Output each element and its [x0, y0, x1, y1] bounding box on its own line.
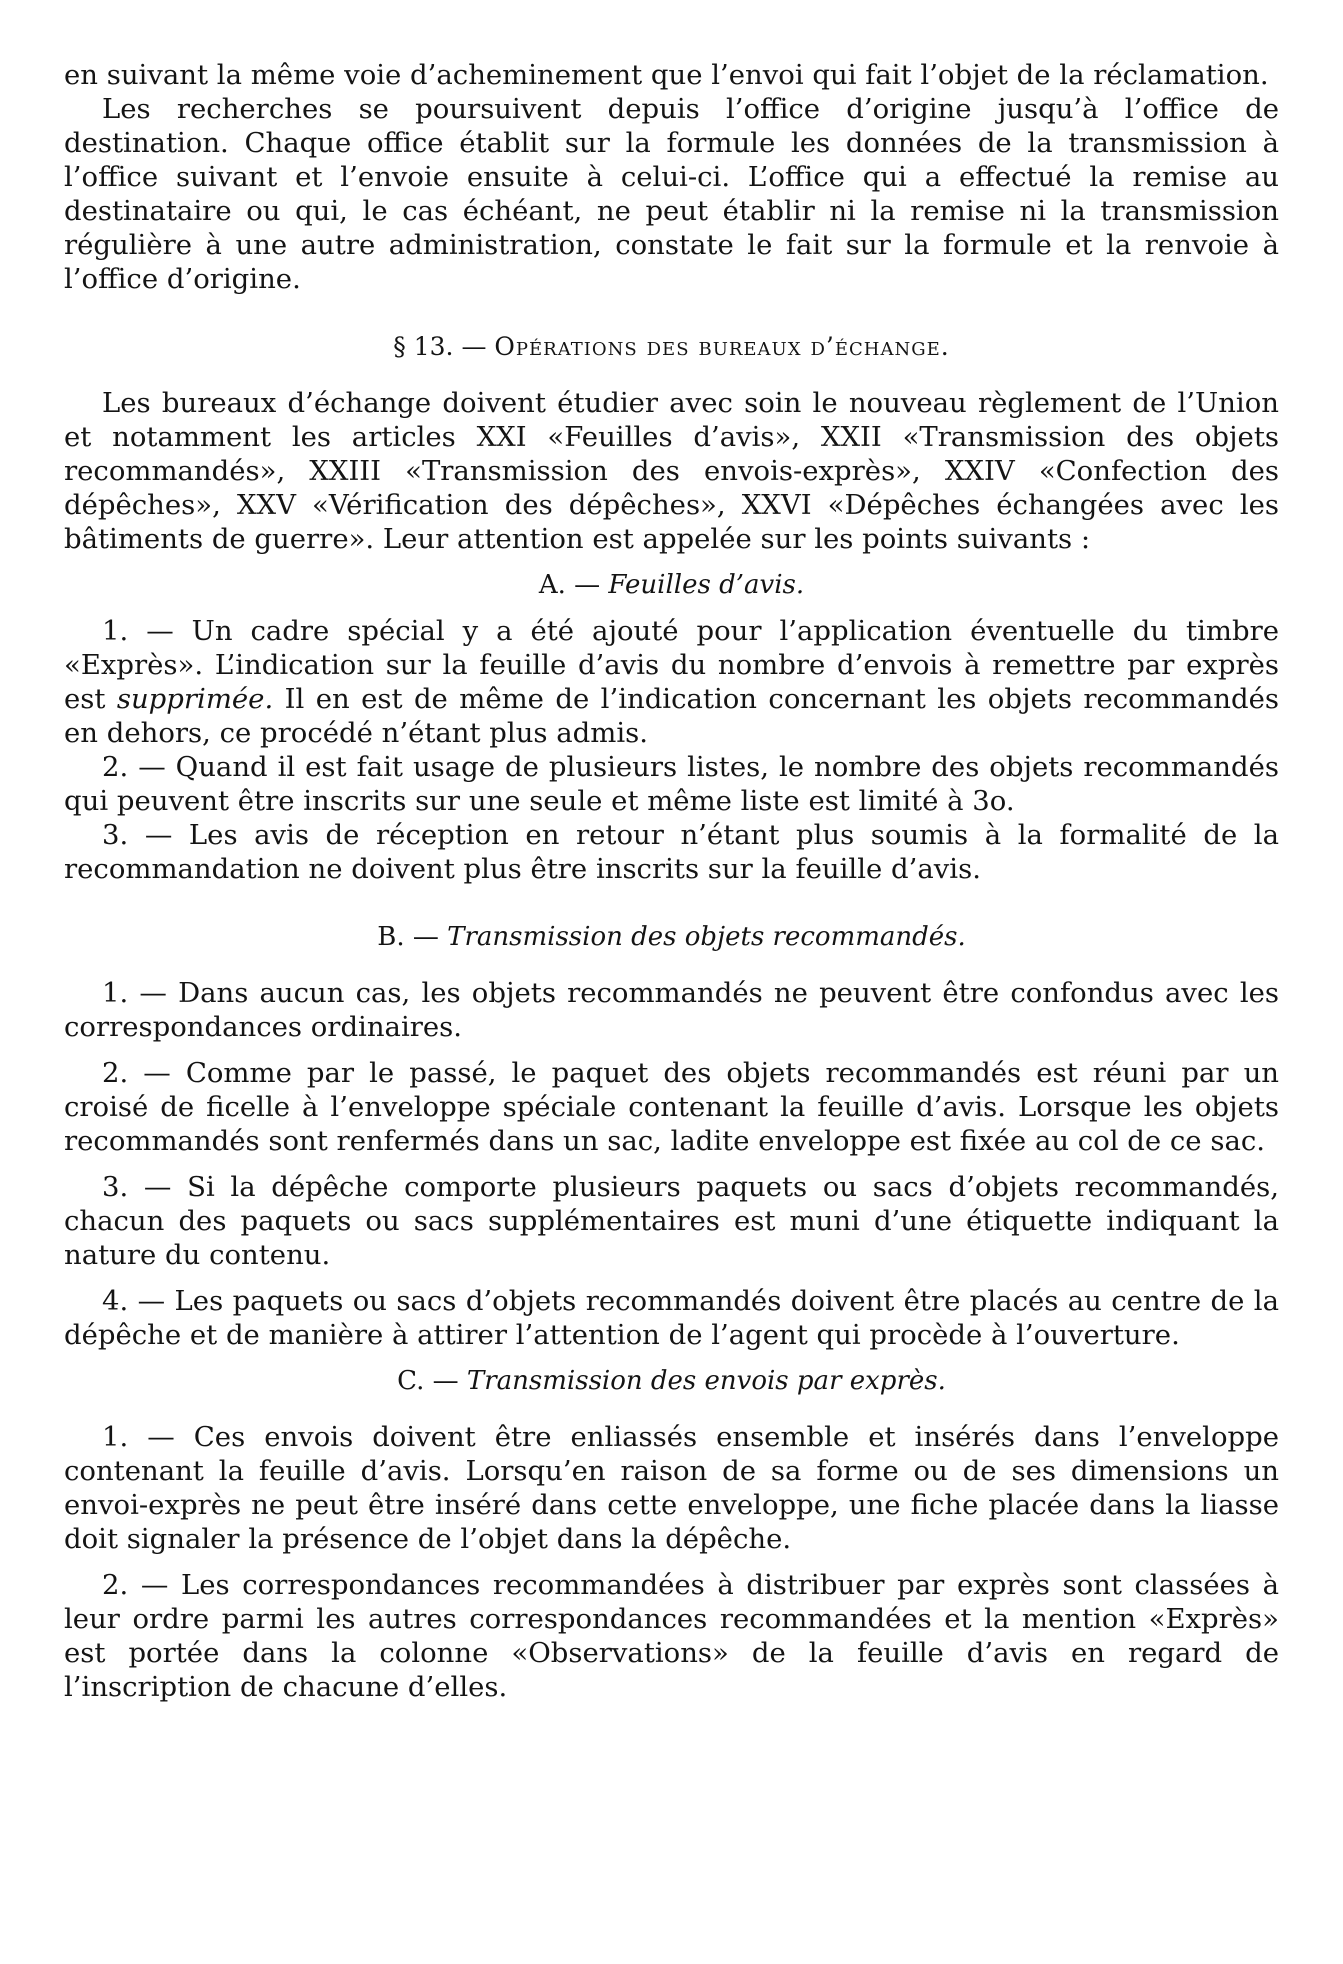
subheading-c	[64, 1364, 1279, 1398]
intro-paragraph-continued: en suivant la même voie d’acheminement que l’envoi qui fait l’objet de la réclamation.	[64, 59, 1269, 91]
section-intro-paragraph: Les bureaux d’échange doivent étudier avec soin le nouveau règlement de l’Union et notamment les articles XXI «Feuilles d’avis», XXII «Transmission des objets recommandés», XXIII «Transmission des envois-exprès», XXIV «Confection des dépêches», XXV «Vérification des dépêches», XXVI «Dépêches échangées avec les bâtiments de guerre». Leur attention est appelée sur les points suivants :	[64, 387, 1279, 555]
item-b2: 2. — Comme par le passé, le paquet des objets recommandés est réuni par un croisé de ficelle à l’enveloppe spéciale contenant la feuille d’avis. Lorsque les objets recommandés sont renfermés dans un sac, ladite enveloppe est fixée au col de ce sac.	[64, 1057, 1279, 1157]
item-a1-text-start: 1. — Un cadre spécial y a été ajouté pour l’application éventuelle du timbre «Exprès». L’indication sur la feuille d’avis du nombre d’envois à remettre par exprès est	[64, 615, 1279, 715]
subheading-a-title: Feuilles d’avis.	[608, 570, 805, 600]
intro-paragraph-recherches: Les recherches se poursuivent depuis l’office d’origine jusqu’à l’office de destination. Chaque office établit sur la formule les données de la transmission à l’office suivant et l’envoie ensuite à celui-ci. L’office qui a effectué la remise au destinataire ou qui, le cas échéant, ne peut établir ni la remise ni la transmission régulière à une autre administration, constate le fait sur la formule et la renvoie à l’office d’origine.	[64, 93, 1279, 295]
section-title: Opérations des bureaux d’échange.	[494, 332, 950, 361]
item-a1	[64, 614, 1279, 750]
subheading-a	[64, 568, 1279, 602]
item-a1-text-end: Il en est de même de l’indication concernant les objets recommandés en dehors, ce procédé n’étant plus admis.	[64, 683, 1279, 749]
subheading-a-letter: A. —	[538, 570, 601, 600]
subheading-b	[64, 920, 1279, 954]
subheading-b-letter: B. —	[377, 922, 439, 952]
subheading-b-title: Transmission des objets recommandés.	[447, 922, 966, 952]
item-c1: 1. — Ces envois doivent être enliassés ensemble et insérés dans l’enveloppe contenant la feuille d’avis. Lorsqu’en raison de sa forme ou de ses dimensions un envoi-exprès ne peut être inséré dans cette enveloppe, une fiche placée dans la liasse doit signaler la présence de l’objet dans la dépêche.	[64, 1421, 1279, 1555]
item-a1-italic: supprimée.	[116, 683, 274, 715]
item-b3: 3. — Si la dépêche comporte plusieurs paquets ou sacs d’objets recommandés, chacun des paquets ou sacs supplémentaires est muni d’une étiquette indiquant la nature du contenu.	[64, 1171, 1279, 1271]
subheading-c-letter: C. —	[397, 1366, 459, 1396]
item-b4: 4. — Les paquets ou sacs d’objets recommandés doivent être placés au centre de la dépêche et de manière à attirer l’attention de l’agent qui procède à l’ouverture.	[64, 1285, 1279, 1351]
section-heading	[64, 330, 1279, 364]
item-c2: 2. — Les correspondances recommandées à distribuer par exprès sont classées à leur ordre parmi les autres correspondances recommandées et la mention «Exprès» est portée dans la colonne «Observations» de la feuille d’avis en regard de l’inscription de chacune d’elles.	[64, 1569, 1279, 1703]
document-page	[64, 58, 1279, 1704]
section-number: § 13. —	[393, 332, 487, 361]
subheading-c-title: Transmission des envois par exprès.	[466, 1366, 946, 1396]
item-a2: 2. — Quand il est fait usage de plusieurs listes, le nombre des objets recommandés qui peuvent être inscrits sur une seule et même liste est limité à 3o.	[64, 751, 1279, 817]
item-a3: 3. — Les avis de réception en retour n’étant plus soumis à la formalité de la recommandation ne doivent plus être inscrits sur la feuille d’avis.	[64, 819, 1279, 885]
item-b1: 1. — Dans aucun cas, les objets recommandés ne peuvent être confondus avec les correspondances ordinaires.	[64, 977, 1279, 1043]
